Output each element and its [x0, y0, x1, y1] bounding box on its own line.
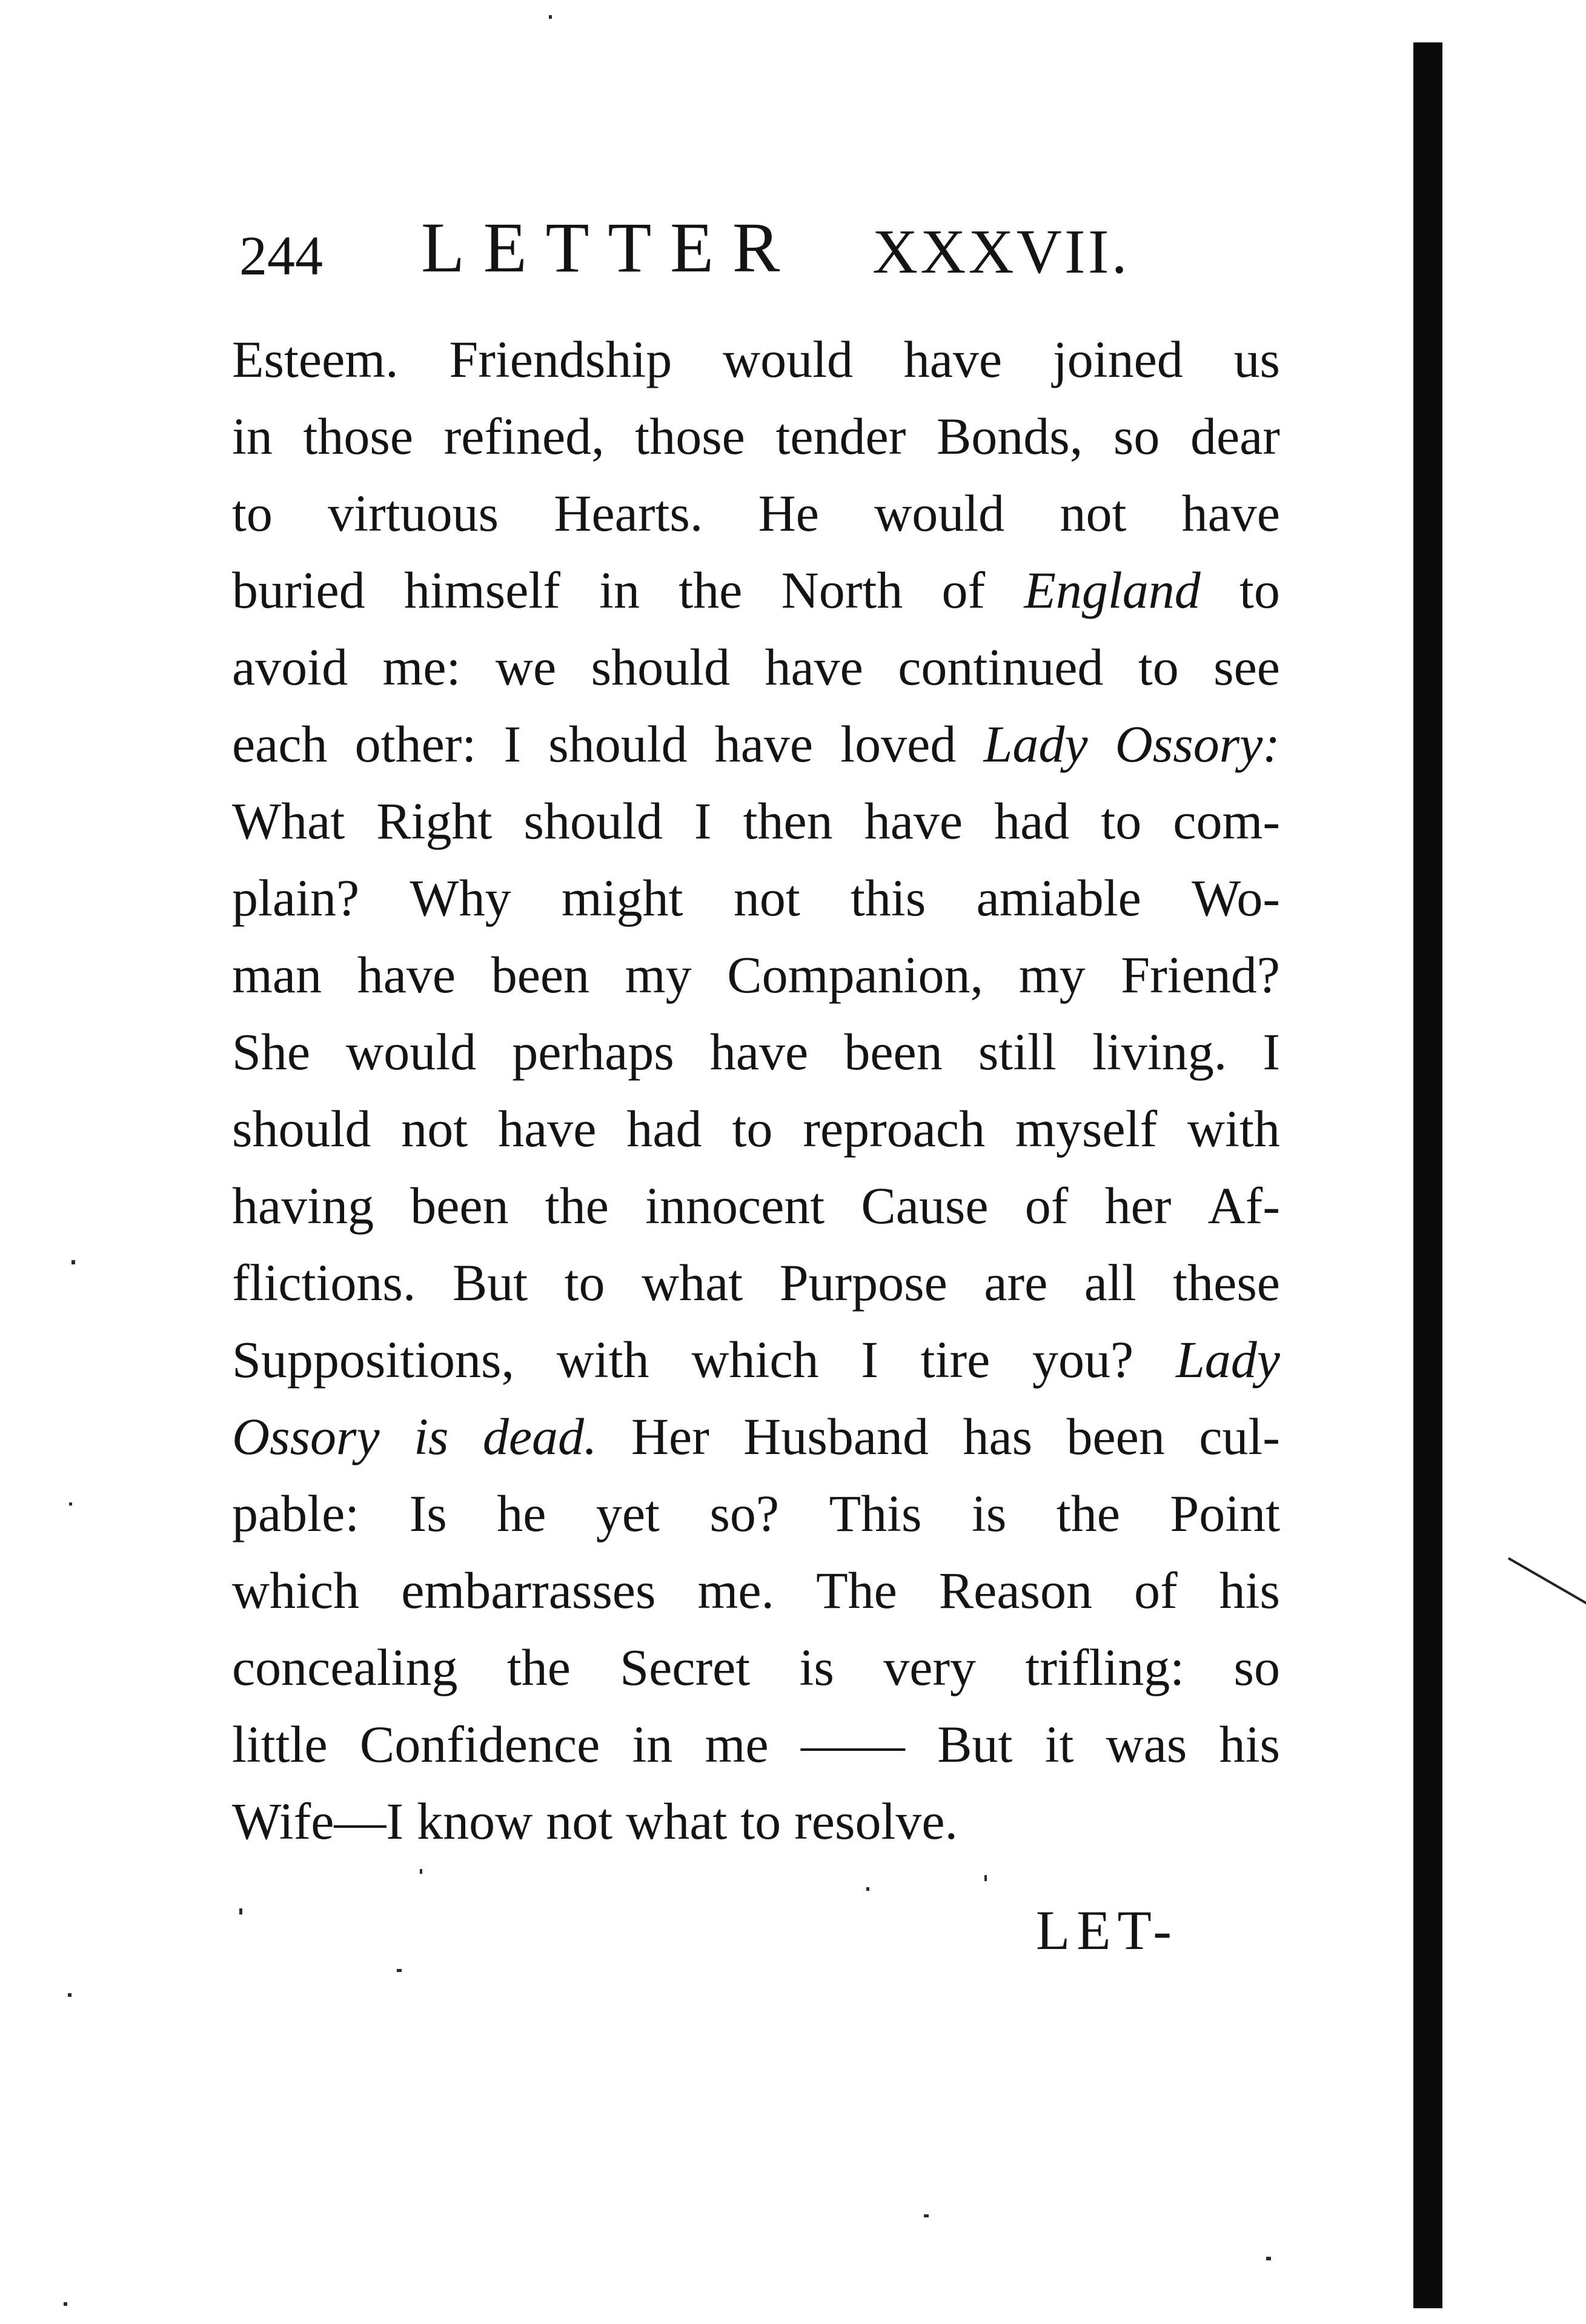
text-word: resolve. — [794, 1792, 958, 1850]
text-word: what — [626, 1792, 728, 1850]
text-word: been — [1066, 1407, 1165, 1466]
text-word: joined — [1052, 330, 1183, 388]
text-word: Esteem. — [232, 330, 399, 388]
text-word: had — [626, 1100, 702, 1158]
text-word: have — [765, 638, 863, 696]
text-word: see — [1213, 638, 1280, 696]
text-line — [232, 1783, 1280, 1860]
scan-speck — [69, 1502, 72, 1506]
text-word: innocent — [645, 1177, 825, 1235]
text-word: should — [548, 715, 688, 773]
text-word: Is — [409, 1484, 447, 1542]
text-word: with — [1187, 1100, 1280, 1158]
text-word: refined, — [443, 407, 605, 465]
text-word: Why — [410, 869, 511, 927]
text-word: But — [452, 1253, 528, 1312]
text-line — [232, 1629, 1280, 1706]
text-word: been — [491, 946, 590, 1004]
text-word: The — [816, 1561, 897, 1619]
text-word: of — [941, 561, 986, 619]
text-word: he — [497, 1484, 546, 1542]
text-word: continued — [898, 638, 1104, 696]
text-word: so? — [709, 1484, 780, 1542]
text-word: Bonds, — [936, 407, 1083, 465]
text-word: would — [723, 330, 854, 388]
scan-speck — [71, 1260, 75, 1264]
text-word: has — [963, 1407, 1033, 1466]
text-word: all — [1084, 1253, 1136, 1312]
scan-speck — [239, 1908, 242, 1914]
text-word: com- — [1173, 792, 1280, 850]
scan-speck — [397, 1969, 402, 1972]
text-line — [232, 552, 1280, 629]
text-word: have — [903, 330, 1003, 388]
text-word: dead. — [482, 1407, 597, 1466]
text-line — [232, 706, 1280, 783]
text-word: Suppositions, — [232, 1330, 514, 1389]
text-word: is — [799, 1638, 834, 1696]
text-word: these — [1173, 1253, 1280, 1312]
text-word: —— — [800, 1715, 905, 1773]
text-word: himself — [403, 561, 560, 619]
text-word: of — [1133, 1561, 1178, 1619]
catchword: LET- — [1036, 1899, 1178, 1961]
text-line — [232, 1014, 1280, 1091]
scan-speck — [924, 2214, 929, 2217]
text-word: England — [1024, 561, 1201, 619]
text-word: to — [1239, 561, 1280, 619]
text-word: not — [401, 1100, 468, 1158]
text-word: other: — [354, 715, 477, 773]
text-word: Her — [631, 1407, 709, 1466]
text-word: are — [984, 1253, 1048, 1312]
scan-speck — [866, 1887, 869, 1891]
text-word: flictions. — [232, 1253, 416, 1312]
text-word: have — [864, 792, 963, 850]
text-line — [232, 629, 1280, 706]
text-word: having — [232, 1177, 374, 1235]
text-word: avoid — [232, 638, 348, 696]
text-line — [232, 937, 1280, 1014]
text-word: Af- — [1207, 1177, 1280, 1235]
text-word: Wife—I — [232, 1792, 404, 1850]
text-word: should — [523, 792, 663, 850]
text-word: have — [357, 946, 456, 1004]
text-word: myself — [1015, 1100, 1158, 1158]
text-word: This — [829, 1484, 922, 1542]
text-word: Friendship — [449, 330, 672, 388]
text-word: us — [1233, 330, 1280, 388]
text-word: is — [971, 1484, 1007, 1542]
text-word: so — [1113, 407, 1160, 465]
text-word: Confidence — [359, 1715, 600, 1773]
text-word: her — [1104, 1177, 1172, 1235]
text-word: with — [556, 1330, 649, 1389]
text-word: should — [232, 1100, 371, 1158]
text-word: we — [495, 638, 557, 696]
text-word: Lady — [983, 715, 1088, 773]
text-line — [232, 783, 1280, 860]
text-word: would — [346, 1023, 477, 1081]
text-word: dear — [1190, 407, 1280, 465]
scan-speck — [64, 2302, 67, 2306]
text-word: I — [1262, 1023, 1280, 1081]
text-word: Right — [376, 792, 493, 850]
text-word: not — [733, 869, 800, 927]
page-number: 244 — [239, 225, 323, 287]
text-word: might — [561, 869, 683, 927]
text-word: my — [1018, 946, 1086, 1004]
page-header — [239, 208, 1269, 303]
text-line — [232, 1167, 1280, 1244]
scan-speck — [420, 1869, 422, 1874]
text-word: to — [232, 484, 273, 542]
text-word: in — [599, 561, 640, 619]
text-line — [232, 1706, 1280, 1783]
text-word: What — [232, 792, 345, 850]
text-word: Reason — [938, 1561, 1092, 1619]
text-word: man — [232, 946, 322, 1004]
text-word: it — [1044, 1715, 1074, 1773]
text-word: She — [232, 1023, 310, 1081]
text-word: each — [232, 715, 328, 773]
text-word: Friend? — [1121, 946, 1280, 1004]
text-word: would — [874, 484, 1005, 542]
scan-speck — [68, 1993, 71, 1997]
text-word: of — [1024, 1177, 1069, 1235]
text-word: this — [851, 869, 926, 927]
text-word: the — [1056, 1484, 1120, 1542]
text-word: still — [978, 1023, 1057, 1081]
text-word: loved — [840, 715, 957, 773]
text-word: North — [781, 561, 903, 619]
text-word: have — [498, 1100, 597, 1158]
text-word: me. — [697, 1561, 775, 1619]
text-word: so — [1233, 1638, 1280, 1696]
text-word: Companion, — [727, 946, 984, 1004]
text-word: know — [417, 1792, 533, 1850]
text-word: to — [1101, 792, 1142, 850]
text-line — [232, 1244, 1280, 1321]
running-head-letter-number: XXXVII. — [872, 217, 1130, 287]
text-word: not — [546, 1792, 613, 1850]
text-word: I — [503, 715, 522, 773]
text-word: have — [1181, 484, 1280, 542]
text-word: embarrasses — [401, 1561, 656, 1619]
text-line — [232, 398, 1280, 475]
text-word: had — [994, 792, 1070, 850]
text-word: virtuous — [328, 484, 499, 542]
text-word: to — [564, 1253, 605, 1312]
text-word: living. — [1092, 1023, 1227, 1081]
text-word: his — [1219, 1561, 1280, 1619]
text-word: pable: — [232, 1484, 360, 1542]
text-word: He — [758, 484, 819, 542]
text-word: which — [691, 1330, 819, 1389]
text-word: have — [714, 715, 814, 773]
text-word: his — [1219, 1715, 1280, 1773]
text-word: Lady — [1175, 1330, 1280, 1389]
text-word: perhaps — [512, 1023, 674, 1081]
text-line — [232, 475, 1280, 552]
text-word: what — [642, 1253, 743, 1312]
scan-speck — [1266, 2257, 1271, 2260]
text-word: have — [709, 1023, 809, 1081]
text-word: to — [1138, 638, 1179, 696]
text-word: Purpose — [779, 1253, 947, 1312]
page-edge-shadow — [1413, 42, 1442, 2308]
text-line — [232, 1321, 1280, 1398]
text-line — [232, 321, 1280, 398]
text-word: was — [1106, 1715, 1187, 1773]
text-word: little — [232, 1715, 328, 1773]
text-word: to — [740, 1792, 781, 1850]
text-word: been — [844, 1023, 943, 1081]
text-word: yet — [596, 1484, 660, 1542]
text-line — [232, 1475, 1280, 1552]
text-word: buried — [232, 561, 365, 619]
text-word: very — [883, 1638, 977, 1696]
text-line — [232, 1091, 1280, 1167]
text-word: those — [635, 407, 745, 465]
text-word: Hearts. — [554, 484, 703, 542]
text-word: which — [232, 1561, 360, 1619]
text-word: tire — [920, 1330, 990, 1389]
text-word: Secret — [620, 1638, 751, 1696]
text-word: in — [232, 407, 273, 465]
text-word: the — [679, 561, 743, 619]
text-word: should — [591, 638, 731, 696]
text-word: not — [1060, 484, 1127, 542]
text-word: the — [545, 1177, 609, 1235]
text-word: trifling: — [1025, 1638, 1185, 1696]
text-word: plain? — [232, 869, 360, 927]
text-word: I — [861, 1330, 878, 1389]
running-head-title: LETTER — [421, 208, 799, 287]
scan-speck — [549, 15, 552, 19]
text-word: those — [303, 407, 414, 465]
text-word: to — [732, 1100, 773, 1158]
letter-body-text — [232, 321, 1280, 1860]
text-word: you? — [1032, 1330, 1134, 1389]
text-word: me: — [382, 638, 461, 696]
scan-speck — [984, 1875, 987, 1881]
text-word: then — [743, 792, 833, 850]
text-word: Point — [1170, 1484, 1280, 1542]
text-word: been — [410, 1177, 509, 1235]
text-word: in — [632, 1715, 673, 1773]
text-word: Wo- — [1192, 869, 1280, 927]
text-word: the — [506, 1638, 571, 1696]
text-word: cul- — [1199, 1407, 1280, 1466]
text-word: is — [414, 1407, 449, 1466]
text-word: Cause — [861, 1177, 989, 1235]
text-word: Ossory: — [1115, 715, 1280, 773]
text-word: tender — [775, 407, 906, 465]
text-word: my — [625, 946, 692, 1004]
text-word: Husband — [743, 1407, 929, 1466]
text-line — [232, 1398, 1280, 1475]
text-word: reproach — [803, 1100, 986, 1158]
text-word: Ossory — [232, 1407, 380, 1466]
text-word: me — [705, 1715, 769, 1773]
text-word: amiable — [976, 869, 1141, 927]
text-word: I — [694, 792, 712, 850]
text-line — [232, 860, 1280, 937]
text-word: But — [937, 1715, 1013, 1773]
text-line — [232, 1552, 1280, 1629]
stray-ink-mark — [1508, 1557, 1586, 1604]
text-word: concealing — [232, 1638, 458, 1696]
